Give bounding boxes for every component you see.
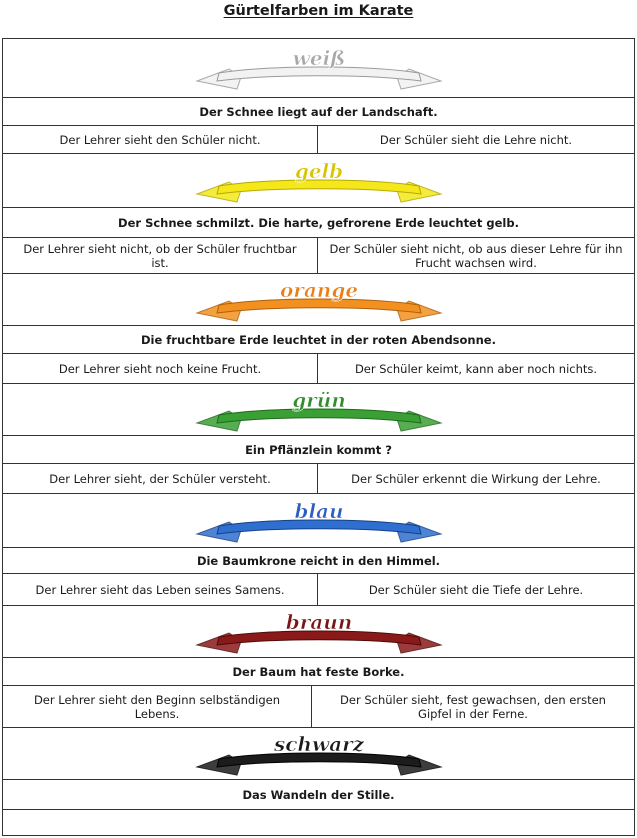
belt-pair xyxy=(3,125,634,153)
belt-pair xyxy=(3,573,634,605)
belt-sentence: Der Schnee schmilzt. Die harte, gefrorene Erde leuchtet gelb. xyxy=(3,207,634,237)
empty-row xyxy=(3,809,634,835)
ribbon-orange-icon xyxy=(189,275,449,325)
belt-name: braun xyxy=(285,609,352,634)
student-text: Der Schüler sieht nicht, ob aus dieser Lehre für ihn Frucht wachsen wird. xyxy=(329,241,623,270)
ribbon-gruen-icon xyxy=(189,385,449,435)
belt-table xyxy=(2,38,635,836)
teacher-text: Der Lehrer sieht noch keine Frucht. xyxy=(3,354,318,383)
belt-sentence: Der Baum hat feste Borke. xyxy=(3,657,634,685)
belt-ribbon-orange xyxy=(3,273,634,325)
belt-ribbon-schwarz xyxy=(3,727,634,779)
belt-name: schwarz xyxy=(273,731,364,756)
belt-ribbon-weiss xyxy=(3,39,634,97)
belt-pair xyxy=(3,353,634,383)
belt-sentence: Die fruchtbare Erde leuchtet in der roten Abendsonne. xyxy=(3,325,634,353)
student-text: Der Schüler sieht die Lehre nicht. xyxy=(379,132,573,147)
ribbon-braun-icon xyxy=(189,607,449,657)
teacher-text: Der Lehrer sieht das Leben seines Samens. xyxy=(3,574,318,605)
student-text: Der Schüler keimt, kann aber noch nichts. xyxy=(354,361,598,376)
belt-name: gelb xyxy=(294,158,343,183)
belt-name: blau xyxy=(293,498,344,523)
teacher-text: Der Lehrer sieht den Beginn selbständigen Lebens. xyxy=(3,686,312,727)
belt-pair xyxy=(3,463,634,493)
student-text: Der Schüler sieht, fest gewachsen, den ersten Gipfel in der Ferne. xyxy=(340,692,606,721)
belt-name: grün xyxy=(291,387,346,412)
belt-sentence: Die Baumkrone reicht in den Himmel. xyxy=(3,547,634,573)
student-text: Der Schüler sieht die Tiefe der Lehre. xyxy=(368,582,584,597)
ribbon-weiss-icon xyxy=(189,43,449,93)
ribbon-schwarz-icon xyxy=(189,729,449,779)
teacher-text: Der Lehrer sieht den Schüler nicht. xyxy=(3,126,318,153)
teacher-text: Der Lehrer sieht nicht, ob der Schüler fruchtbar ist. xyxy=(3,238,318,273)
student-text: Der Schüler erkennt die Wirkung der Lehre. xyxy=(351,471,601,486)
belt-sentence: Ein Pflänzlein kommt ? xyxy=(3,435,634,463)
page-title-text: Gürtelfarben im Karate xyxy=(223,3,414,19)
belt-ribbon-gruen xyxy=(3,383,634,435)
ribbon-gelb-icon xyxy=(189,156,449,206)
belt-ribbon-blau xyxy=(3,493,634,547)
ribbon-blau-icon xyxy=(189,496,449,546)
belt-sentence: Das Wandeln der Stille. xyxy=(3,779,634,809)
belt-name: weiß xyxy=(292,46,345,70)
belt-name: orange xyxy=(279,277,358,302)
belt-ribbon-braun xyxy=(3,605,634,657)
belt-pair xyxy=(3,237,634,273)
page-title xyxy=(0,0,637,24)
belt-sentence: Der Schnee liegt auf der Landschaft. xyxy=(3,97,634,125)
belt-pair xyxy=(3,685,634,727)
belt-ribbon-gelb xyxy=(3,153,634,207)
teacher-text: Der Lehrer sieht, der Schüler versteht. xyxy=(3,464,318,493)
